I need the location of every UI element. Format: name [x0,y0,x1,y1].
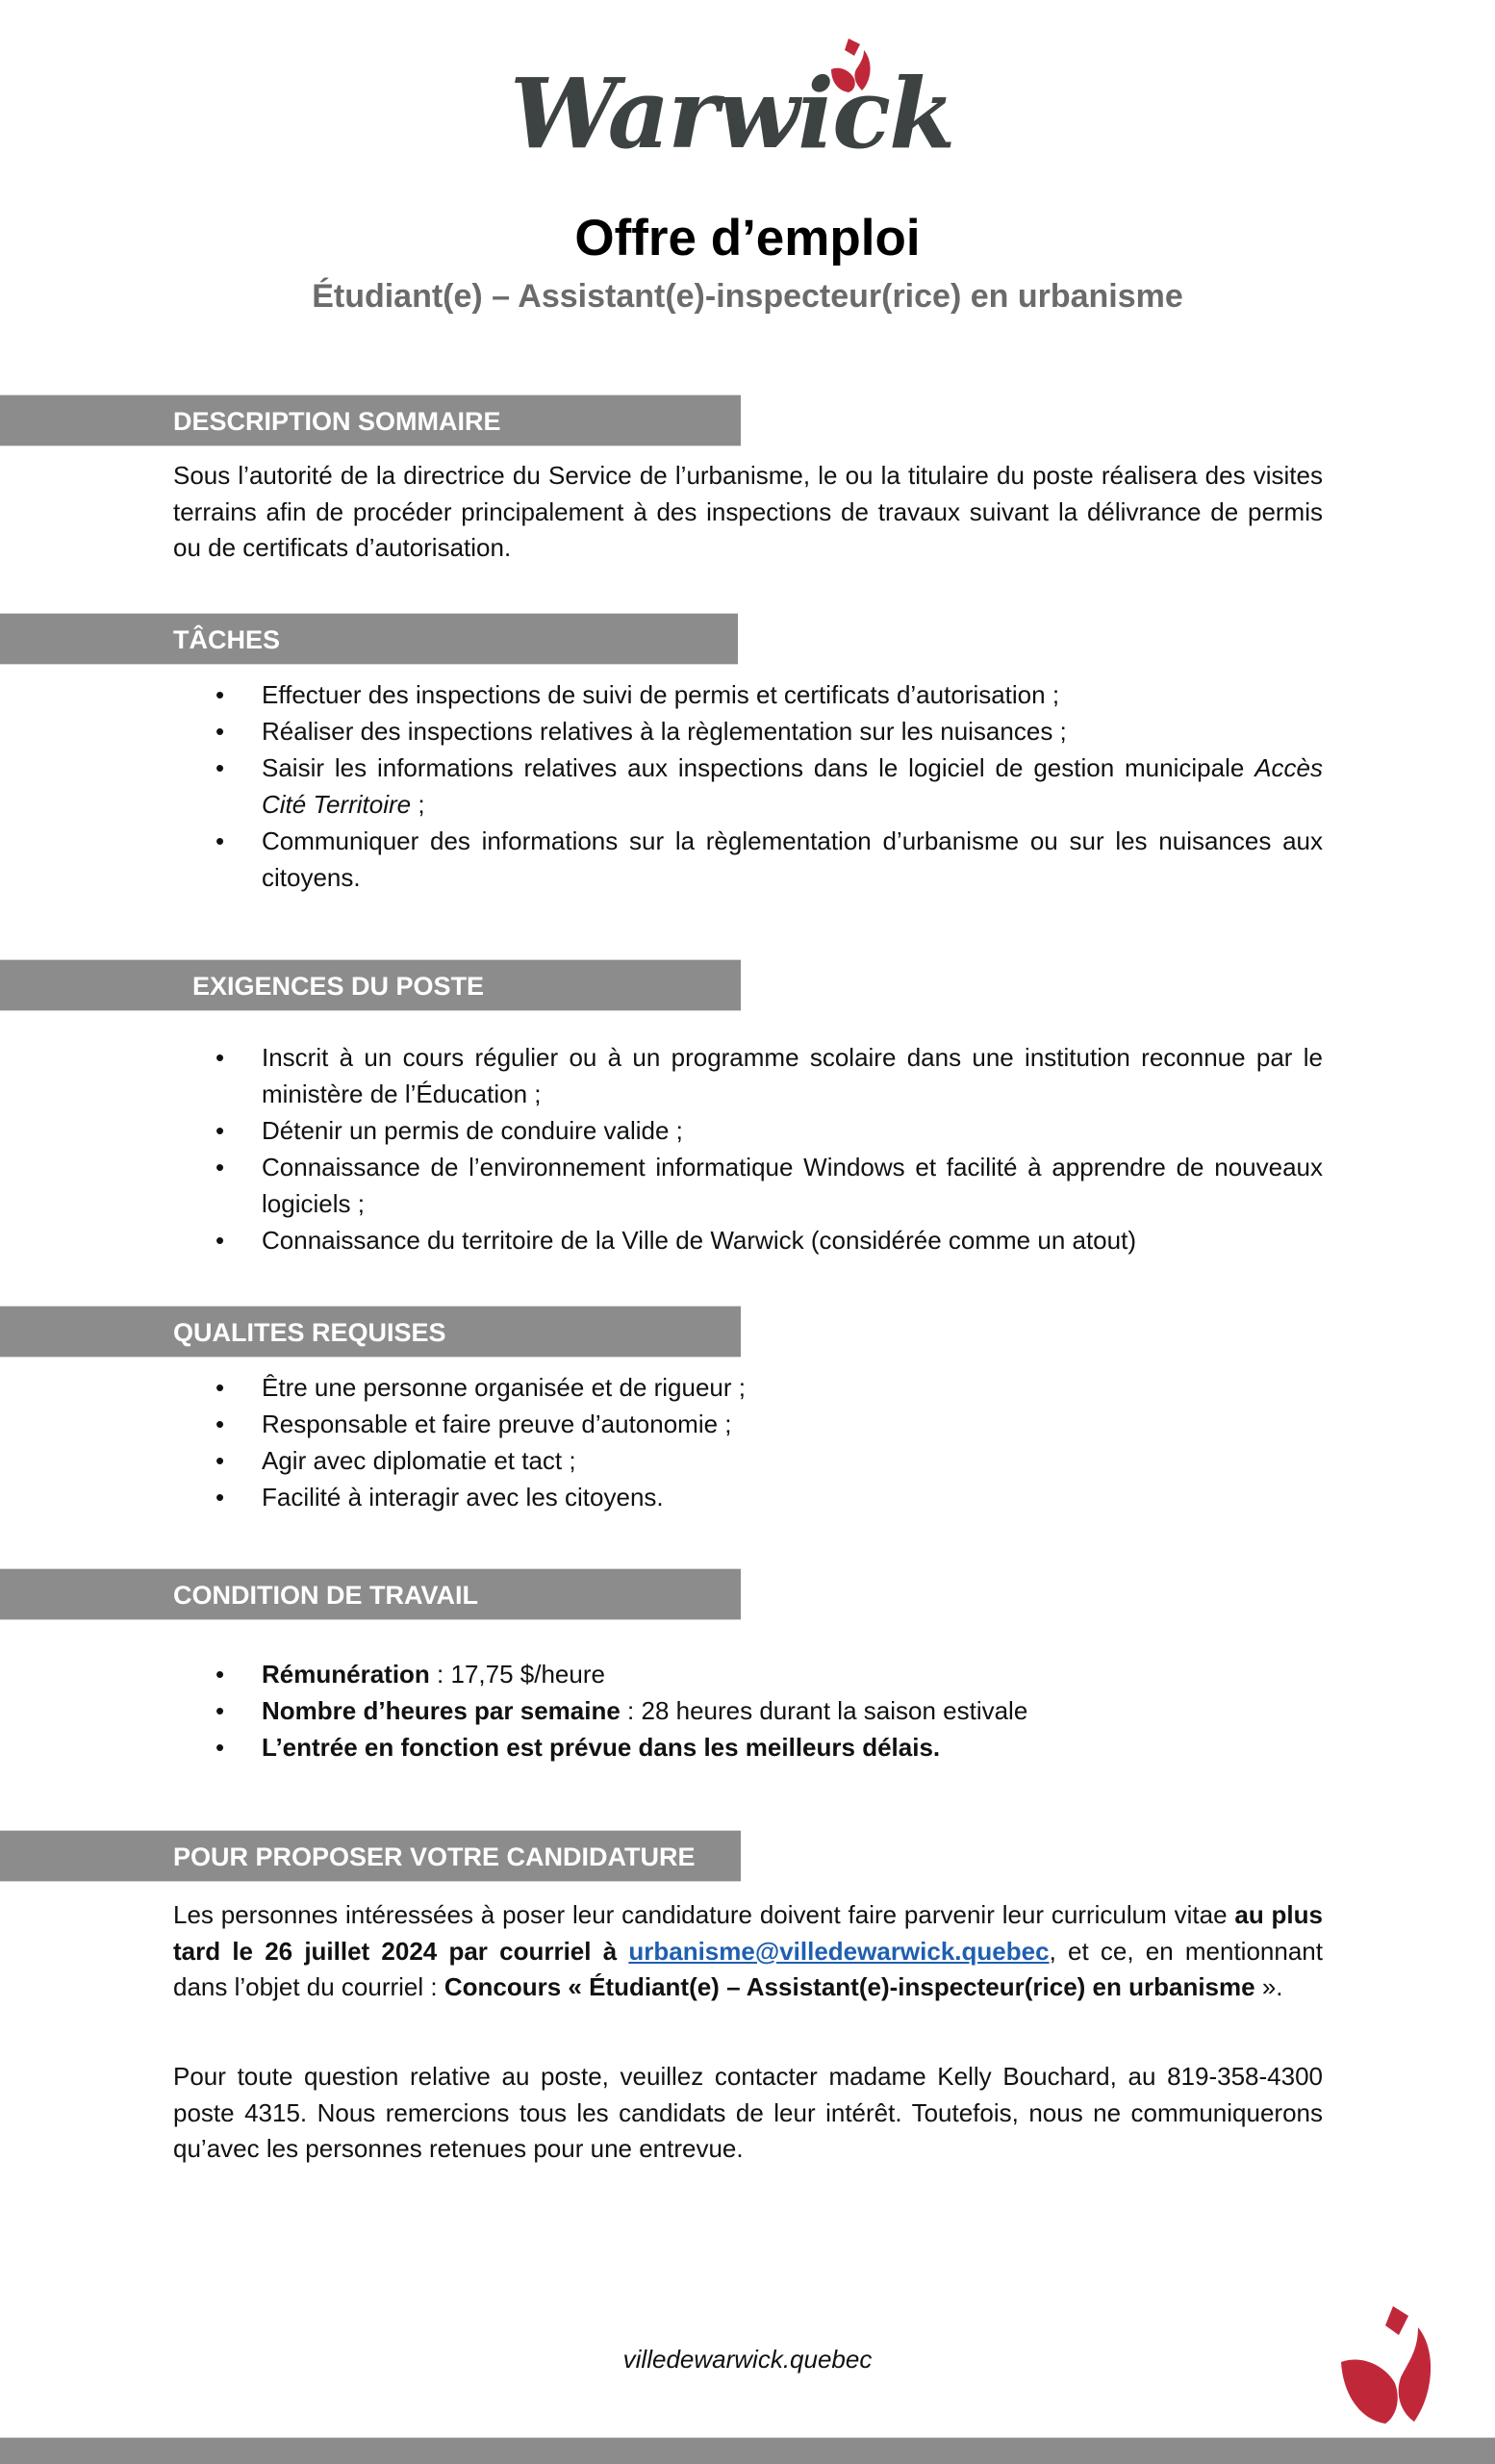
contest-subject: Concours « Étudiant(e) – Assistant(e)-inspecteur(rice) en urbanisme [443,1972,1255,2001]
section-heading-conditions: CONDITION DE TRAVAIL [0,1568,741,1620]
list-item: • Agir avec diplomatie et tact ; [173,1442,1323,1479]
list-item-suffix: ; [411,790,425,819]
candidature-text: Les personnes intéressées à poser leur candidature doivent faire parvenir leur curriculum vitae [173,1900,1235,1929]
list-item [173,1692,1323,1729]
condition-label: L’entrée en fonction est prévue dans les meilleurs délais. [262,1733,941,1762]
candidature-text: ». [1254,1972,1283,2001]
list-item: • Facilité à interagir avec les citoyens. [173,1479,1323,1515]
list-item: • Connaissance de l’environnement informatique Windows et facilité à apprendre de nouveaux logiciels ; [173,1149,1323,1222]
footer-website: villedewarwick.quebec [622,2345,873,2374]
section-heading-qualites: QUALITES REQUISES [0,1306,741,1358]
software-name: Accès Cité Territoire [262,753,1323,819]
candidature-instructions [173,1897,1323,2006]
condition-value: : 28 heures durant la saison estivale [620,1696,1028,1725]
condition-label: Rémunération [262,1660,430,1689]
footer-bar [0,2437,1495,2464]
list-item [173,1656,1323,1692]
candidature-text: , et ce, en mentionnant dans l’objet du courriel : [173,1936,1323,2001]
list-item: • Connaissance du territoire de la Ville de Warwick (considérée comme un atout) [173,1222,1323,1258]
job-subtitle: Étudiant(e) – Assistant(e)-inspecteur(rice) en urbanisme [312,278,1183,315]
exigences-list [173,1039,1323,1258]
taches-list [173,676,1323,896]
tulip-icon [1337,2302,1453,2427]
list-item-text: Réaliser des inspections relatives à la règlementation sur les nuisances ; [262,717,1067,746]
email-link[interactable]: urbanisme@villedewarwick.quebec [628,1936,1050,1966]
conditions-list [173,1656,1323,1765]
description-text: Sous l’autorité de la directrice du Service de l’urbanisme, le ou la titulaire du poste réalisera des visites terrains afin de procéder principalement à des inspections de travaux suivant la délivrance de permis ou de certificats d’autorisation. [173,461,1323,562]
section-heading-description: DESCRIPTION SOMMAIRE [0,394,741,446]
list-item-text: Effectuer des inspections de suivi de permis et certificats d’autorisation ; [262,680,1060,709]
condition-label: Nombre d’heures par semaine [262,1696,621,1725]
list-item: • Inscrit à un cours régulier ou à un programme scolaire dans une institution reconnue par le ministère de l’Éducation ; [173,1039,1323,1112]
list-item: • Détenir un permis de conduire valide ; [173,1112,1323,1149]
section-heading-taches: TÂCHES [0,613,738,665]
list-item: • Être une personne organisée et de rigueur ; [173,1369,1323,1406]
list-item [173,1729,1323,1765]
section-heading-exigences: EXIGENCES DU POSTE [0,959,741,1011]
logo-wordmark: Warwick [510,57,954,170]
list-item: • Responsable et faire preuve d’autonomie ; [173,1406,1323,1442]
warwick-logo [510,37,991,170]
deadline-text: au plus tard le 26 juillet 2024 par courriel à [173,1900,1323,1966]
section-heading-candidature: POUR PROPOSER VOTRE CANDIDATURE [0,1830,741,1882]
condition-value: : 17,75 $/heure [429,1660,605,1689]
page-title: Offre d’emploi [574,210,921,267]
list-item-text: Saisir les informations relatives aux inspections dans le logiciel de gestion municipale [262,753,1245,782]
qualites-list [173,1369,1323,1515]
list-item [173,676,1323,713]
contact-paragraph: Pour toute question relative au poste, veuillez contacter madame Kelly Bouchard, au 819-358-4300 poste 4315. Nous remercions tous les candidats de leur intérêt. Toutefois, nous ne communiquerons qu’avec les personnes retenues pour une entrevue. [173,2062,1323,2163]
list-item [173,823,1323,896]
list-item [173,713,1323,749]
list-item-text: Communiquer des informations sur la règlementation d’urbanisme ou sur les nuisances aux citoyens. [262,826,1323,892]
list-item [173,749,1323,823]
